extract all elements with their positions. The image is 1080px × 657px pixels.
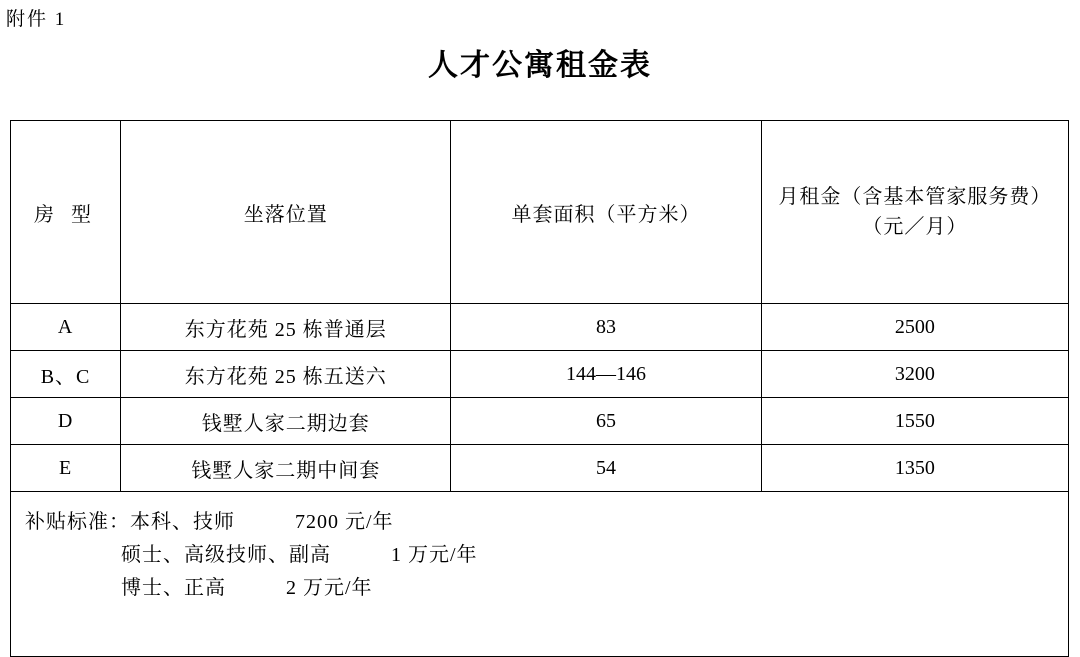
header-location: 坐落位置: [121, 121, 451, 304]
header-rent-line1: 月租金（含基本管家服务费）: [778, 186, 1052, 208]
subsidy-label: 补贴标准：: [25, 511, 130, 533]
cell-rent: 1550: [761, 398, 1068, 445]
cell-area: 54: [451, 445, 761, 492]
rent-table: [10, 120, 1069, 657]
subsidy-item-2: 硕士、高级技师、副高: [121, 544, 331, 566]
table-row: [11, 398, 1069, 445]
table-row: [11, 445, 1069, 492]
table-body: [11, 304, 1069, 657]
cell-area: 144—146: [451, 351, 761, 398]
subsidy-item-1: 本科、技师: [130, 511, 235, 533]
table-row: [11, 351, 1069, 398]
cell-room-type: E: [11, 445, 121, 492]
page-title: 人才公寓租金表: [428, 49, 652, 82]
subsidy-note: [11, 492, 1069, 657]
subsidy-note-line: [25, 539, 1068, 572]
cell-area: 83: [451, 304, 761, 351]
attachment-label: 附件 1: [6, 9, 67, 30]
cell-rent: 2500: [761, 304, 1068, 351]
subsidy-note-line: [25, 506, 1068, 539]
subsidy-value-2: 1 万元/年: [391, 544, 478, 566]
rent-table-container: [10, 120, 1069, 657]
table-header: [11, 121, 1069, 304]
subsidy-note-line: [25, 572, 1068, 605]
cell-rent: 3200: [761, 351, 1068, 398]
table-header-row: [11, 121, 1069, 304]
cell-location: 钱墅人家二期边套: [121, 398, 451, 445]
cell-location: 东方花苑 25 栋五送六: [121, 351, 451, 398]
header-room-type: 房 型: [11, 121, 121, 304]
cell-location: 钱墅人家二期中间套: [121, 445, 451, 492]
header-rent: [761, 121, 1068, 304]
table-row: [11, 304, 1069, 351]
header-area: 单套面积（平方米）: [451, 121, 761, 304]
cell-room-type: B、C: [11, 351, 121, 398]
cell-area: 65: [451, 398, 761, 445]
cell-room-type: D: [11, 398, 121, 445]
table-note-row: [11, 492, 1069, 657]
cell-location: 东方花苑 25 栋普通层: [121, 304, 451, 351]
subsidy-value-1: 7200 元/年: [295, 511, 394, 533]
cell-room-type: A: [11, 304, 121, 351]
cell-rent: 1350: [761, 445, 1068, 492]
subsidy-item-3: 博士、正高: [121, 577, 226, 599]
header-rent-line2: （元／月）: [862, 216, 968, 238]
subsidy-value-3: 2 万元/年: [286, 577, 373, 599]
